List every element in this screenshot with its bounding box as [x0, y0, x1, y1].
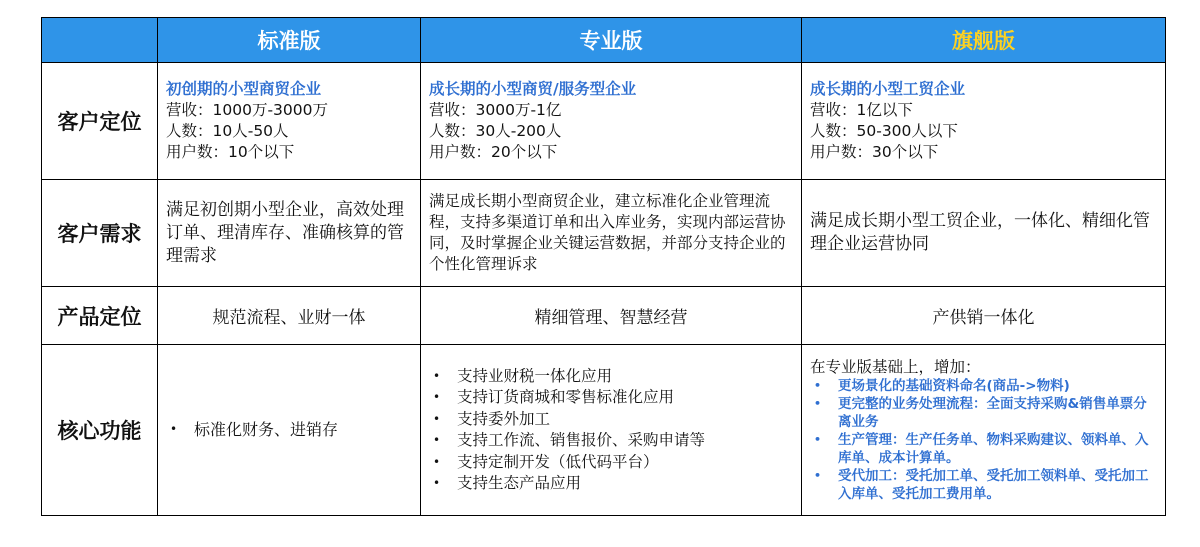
cell-needs-professional — [421, 180, 802, 287]
feature-text: 支持委外加工 — [457, 409, 551, 428]
needs-text: 满足成长期小型工贸企业，一体化、精细化管理企业运营协同 — [810, 211, 1150, 254]
cell-needs-flagship — [802, 180, 1166, 287]
row-label-core-features: 核心功能 — [42, 345, 158, 516]
bullet-icon: • — [814, 397, 822, 410]
bullet-icon: • — [814, 469, 822, 482]
bullet-icon: • — [433, 433, 441, 447]
users-text: 用户数：10个以下 — [166, 143, 295, 161]
row-customer-needs — [42, 180, 1166, 287]
edition-comparison-table — [41, 17, 1166, 516]
list-item — [431, 409, 801, 431]
feature-text: 生产管理：生产任务单、物料采购建议、领料单、入库单、成本计算单。 — [838, 432, 1149, 466]
row-product-positioning — [42, 287, 1166, 345]
feature-text: 标准化财务、进销存 — [194, 420, 339, 440]
header-professional: 专业版 — [421, 18, 802, 63]
list-item — [431, 430, 801, 452]
list-item — [168, 419, 420, 441]
list-item — [431, 387, 801, 409]
bullet-icon: • — [170, 422, 178, 437]
feature-list-professional — [421, 366, 801, 495]
row-core-features — [42, 345, 1166, 516]
feature-text: 更完整的业务处理流程：全面支持采购&销售单票分离业务 — [838, 396, 1147, 430]
needs-text: 满足初创期小型企业，高效处理订单、理清库存、准确核算的管理需求 — [166, 199, 404, 266]
list-item — [810, 377, 1165, 395]
users-text: 用户数：20个以下 — [429, 143, 558, 161]
segment-name: 成长期的小型工贸企业 — [810, 80, 966, 98]
revenue-text: 营收：3000万-1亿 — [429, 101, 562, 119]
feature-text: 支持生态产品应用 — [457, 474, 582, 492]
list-item — [431, 366, 801, 388]
cell-product-professional: 精细管理、智慧经营 — [421, 287, 802, 345]
cell-product-flagship: 产供销一体化 — [802, 287, 1166, 345]
segment-name: 成长期的小型商贸/服务型企业 — [429, 80, 637, 98]
row-label-customer-positioning: 客户定位 — [42, 63, 158, 180]
bullet-icon: • — [433, 476, 441, 490]
revenue-text: 营收：1亿以下 — [810, 101, 913, 119]
feature-text: 支持定制开发（低代码平台） — [457, 452, 659, 471]
list-item — [431, 473, 801, 495]
list-item — [810, 431, 1165, 467]
feature-text: 支持工作流、销售报价、采购申请等 — [457, 431, 706, 449]
bullet-icon: • — [433, 368, 441, 383]
feature-list-standard — [158, 419, 420, 441]
flagship-intro: 在专业版基础上，增加： — [810, 358, 981, 376]
cell-positioning-professional — [421, 63, 802, 180]
staff-text: 人数：30人-200人 — [429, 122, 562, 140]
needs-text: 满足成长期小型商贸企业，建立标准化企业管理流程，支持多渠道订单和出入库业务，实现内部运营协同，及时掌握企业关键运营数据，并部分支持企业的个性化管理诉求 — [429, 192, 786, 273]
bullet-icon: • — [814, 379, 822, 392]
list-item — [431, 452, 801, 474]
header-flagship: 旗舰版 — [802, 18, 1166, 63]
feature-text: 更场景化的基础资料命名(商品->物料) — [838, 378, 1070, 394]
feature-text: 支持业财税一体化应用 — [457, 366, 613, 385]
cell-product-standard: 规范流程、业财一体 — [158, 287, 421, 345]
bullet-icon: • — [433, 454, 441, 469]
list-item — [810, 467, 1165, 503]
bullet-icon: • — [433, 390, 441, 404]
cell-positioning-standard — [158, 63, 421, 180]
row-label-product-positioning: 产品定位 — [42, 287, 158, 345]
list-item — [810, 395, 1165, 431]
cell-needs-standard — [158, 180, 421, 287]
users-text: 用户数：30个以下 — [810, 143, 939, 161]
cell-features-professional — [421, 345, 802, 516]
cell-features-flagship — [802, 345, 1166, 516]
revenue-text: 营收：1000万-3000万 — [166, 101, 328, 119]
feature-text: 受代加工：受托加工单、受托加工领料单、受托加工入库单、受托加工费用单。 — [838, 468, 1149, 502]
row-customer-positioning — [42, 63, 1166, 180]
staff-text: 人数：50-300人以下 — [810, 122, 958, 140]
header-standard: 标准版 — [158, 18, 421, 63]
header-corner-cell — [42, 18, 158, 63]
cell-features-standard — [158, 345, 421, 516]
bullet-icon: • — [433, 411, 441, 426]
row-label-customer-needs: 客户需求 — [42, 180, 158, 287]
cell-positioning-flagship — [802, 63, 1166, 180]
bullet-icon: • — [814, 433, 822, 446]
segment-name: 初创期的小型商贸企业 — [166, 80, 322, 98]
feature-text: 支持订货商城和零售标准化应用 — [457, 388, 675, 406]
header-row — [42, 18, 1166, 63]
staff-text: 人数：10人-50人 — [166, 122, 289, 140]
feature-list-flagship — [802, 377, 1165, 503]
